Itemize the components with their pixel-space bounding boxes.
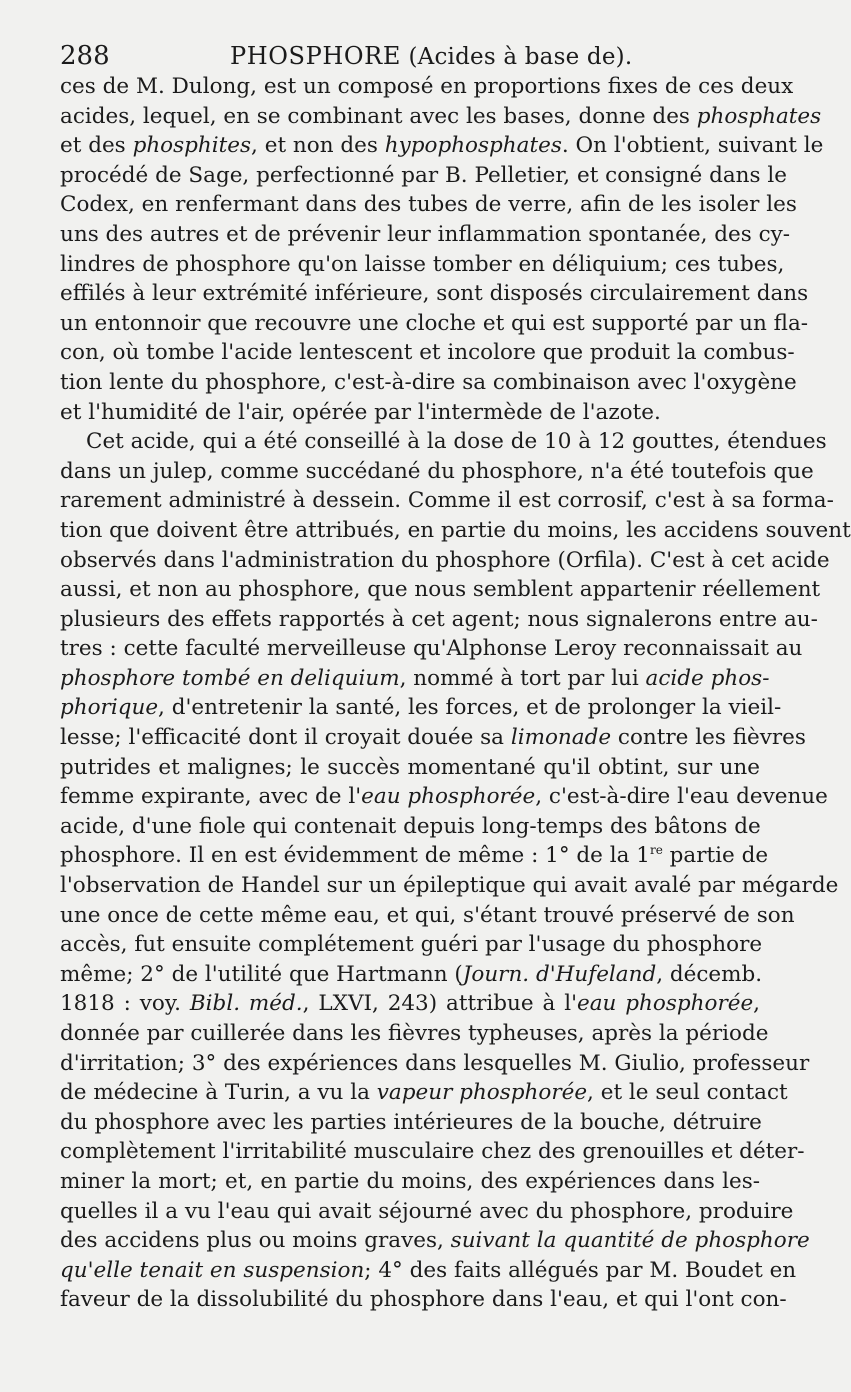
italic-text: eau phosphorée bbox=[361, 784, 536, 810]
text-line bbox=[60, 309, 809, 339]
text-run: du phosphore avec les parties intérieures de la bouche, détruire bbox=[60, 1109, 762, 1135]
text-line bbox=[60, 1197, 794, 1227]
text-line bbox=[60, 812, 760, 842]
text-line bbox=[60, 190, 797, 220]
running-head bbox=[230, 38, 632, 75]
text-run: Cet acide, qui a été conseillé à la dose de 10 à 12 gouttes, étendues bbox=[86, 429, 827, 455]
text-run: dans un julep, comme succédané du phosphore, n'a été toutefois que bbox=[60, 458, 814, 484]
text-line bbox=[60, 338, 795, 368]
text-line bbox=[60, 161, 787, 191]
text-line bbox=[60, 220, 791, 250]
text-run: et l'humidité de l'air, opérée par l'intermède de l'azote. bbox=[60, 399, 661, 425]
text-run: miner la mort; et, en partie du moins, des expériences dans les- bbox=[60, 1168, 760, 1194]
text-run: , décemb. bbox=[656, 961, 763, 987]
text-run: même; 2° de l'utilité que Hartmann ( bbox=[60, 961, 463, 987]
text-line bbox=[60, 1078, 788, 1108]
text-line bbox=[60, 871, 839, 901]
text-line bbox=[60, 960, 763, 990]
text-run: acides, lequel, en se combinant avec les bases, donne des bbox=[60, 103, 697, 129]
text-line bbox=[60, 279, 809, 309]
text-run: complètement l'irritabilité musculaire chez des grenouilles et déter- bbox=[60, 1139, 805, 1165]
italic-text: Journ. d'Hufeland bbox=[462, 961, 657, 987]
text-line bbox=[60, 605, 818, 635]
text-run: accès, fut ensuite complétement guéri par l'usage du phosphore bbox=[60, 932, 763, 958]
text-run: d'irritation; 3° des expériences dans lesquelles M. Giulio, professeur bbox=[60, 1050, 810, 1076]
text-run: quelles il a vu l'eau qui avait séjourné avec du phosphore, produire bbox=[60, 1198, 794, 1224]
body-text bbox=[60, 72, 851, 1315]
text-line bbox=[60, 634, 803, 664]
italic-text: Bibl. méd. bbox=[189, 991, 303, 1017]
text-run: rarement administré à dessein. Comme il est corrosif, c'est à sa forma- bbox=[60, 488, 834, 514]
text-line bbox=[60, 427, 827, 457]
text-run: , et non des bbox=[251, 133, 385, 159]
text-line bbox=[60, 102, 822, 132]
text-line bbox=[60, 1049, 810, 1079]
text-line bbox=[60, 546, 830, 576]
italic-text: phosphates bbox=[696, 103, 822, 129]
text-run: un entonnoir que recouvre une cloche et qui est supporté par un fla- bbox=[60, 310, 809, 336]
text-run: Codex, en renfermant dans des tubes de verre, afin de les isoler les bbox=[60, 192, 797, 218]
text-run: , LXVI, 243) attribue à l' bbox=[302, 991, 578, 1017]
text-run: lesse; l'efficacité dont il croyait douée sa bbox=[60, 725, 511, 751]
text-line bbox=[60, 1019, 769, 1049]
page-number: 288 bbox=[60, 41, 110, 71]
text-run: lindres de phosphore qu'on laisse tomber en déliquium; ces tubes, bbox=[60, 251, 785, 277]
text-line bbox=[60, 516, 851, 546]
text-run: , nommé à tort par lui bbox=[399, 665, 646, 691]
italic-text: vapeur phosphorée bbox=[376, 1080, 588, 1106]
text-run: ces de M. Dulong, est un composé en proportions fixes de ces deux bbox=[60, 74, 794, 99]
text-run: tion que doivent être attribués, en partie du moins, les accidens souvent bbox=[60, 517, 851, 543]
text-line bbox=[60, 250, 785, 280]
text-run: de médecine à Turin, a vu la bbox=[60, 1080, 377, 1106]
text-run: l'observation de Handel sur un épileptique qui avait avalé par mégarde bbox=[60, 873, 839, 899]
text-line bbox=[60, 1226, 810, 1256]
italic-text: hypophosphates bbox=[384, 133, 562, 159]
text-run: ; 4° des faits allégués par M. Boudet en bbox=[364, 1257, 797, 1283]
text-run: uns des autres et de prévenir leur inflammation spontanée, des cy- bbox=[60, 221, 791, 247]
text-run: observés dans l'administration du phosphore (Orfila). C'est à cet acide bbox=[60, 547, 830, 573]
text-run: con, où tombe l'acide lentescent et incolore que produit la combus- bbox=[60, 340, 795, 366]
text-run: , d'entretenir la santé, les forces, et de prolonger la vieil- bbox=[158, 695, 782, 721]
text-run: procédé de Sage, perfectionné par B. Pelletier, et consigné dans le bbox=[60, 162, 787, 188]
italic-text: phosphites bbox=[132, 133, 252, 159]
text-line bbox=[60, 1137, 805, 1167]
text-line bbox=[60, 486, 834, 516]
text-run: et des bbox=[60, 133, 133, 159]
text-line bbox=[60, 131, 824, 161]
italic-text: qu'elle tenait en suspension bbox=[60, 1257, 365, 1283]
text-line bbox=[60, 1108, 760, 1138]
italic-text: eau phosphorée bbox=[577, 991, 754, 1017]
text-line bbox=[60, 398, 760, 428]
text-line bbox=[60, 930, 763, 960]
text-line bbox=[60, 72, 794, 102]
text-run: femme expirante, avec de l' bbox=[60, 784, 362, 810]
text-line bbox=[60, 457, 814, 487]
text-run: , et le seul contact bbox=[587, 1080, 788, 1106]
text-run: une once de cette même eau, et qui, s'étant trouvé préservé de son bbox=[60, 902, 795, 928]
text-run: effilés à leur extrémité inférieure, sont disposés circulairement dans bbox=[60, 281, 809, 307]
text-line bbox=[60, 901, 795, 931]
text-line bbox=[60, 1285, 787, 1315]
text-run: putrides et malignes; le succès momentané qu'il obtint, sur une bbox=[60, 754, 760, 780]
text-run: 1818 : voy. bbox=[60, 991, 190, 1017]
italic-text: phorique bbox=[60, 695, 159, 721]
text-line bbox=[60, 841, 769, 871]
running-head-title: PHOSPHORE bbox=[230, 42, 401, 70]
italic-text: limonade bbox=[510, 725, 612, 751]
text-run: tres : cette faculté merveilleuse qu'Alphonse Leroy reconnaissait au bbox=[60, 636, 803, 662]
text-run: aussi, et non au phosphore, que nous semblent appartenir réellement bbox=[60, 577, 821, 603]
page-header bbox=[60, 38, 760, 74]
text-run: , c'est-à-dire l'eau devenue bbox=[535, 784, 828, 810]
italic-text: phosphore tombé en deliquium bbox=[60, 665, 400, 691]
text-run: des accidens plus ou moins graves, bbox=[60, 1228, 451, 1254]
text-line bbox=[60, 693, 782, 723]
text-line bbox=[60, 368, 797, 398]
text-line bbox=[60, 989, 760, 1019]
text-line bbox=[60, 723, 806, 753]
text-run: donnée par cuillerée dans les fièvres typheuses, après la période bbox=[60, 1021, 769, 1046]
text-run: faveur de la dissolubilité du phosphore dans l'eau, et qui l'ont con- bbox=[60, 1287, 787, 1313]
superscript: re bbox=[649, 843, 663, 858]
text-run: contre les fièvres bbox=[611, 725, 806, 751]
italic-text: suivant la quantité de phosphore bbox=[450, 1228, 810, 1254]
text-run: , bbox=[753, 991, 761, 1017]
text-line bbox=[60, 664, 770, 694]
text-line bbox=[60, 753, 760, 783]
italic-text: acide phos- bbox=[645, 665, 770, 691]
text-line bbox=[60, 1167, 760, 1197]
text-run: tion lente du phosphore, c'est-à-dire sa combinaison avec l'oxygène bbox=[60, 369, 797, 395]
text-run: . On l'obtient, suivant le bbox=[561, 133, 824, 159]
text-run: partie de bbox=[662, 843, 769, 869]
text-run: acide, d'une fiole qui contenait depuis long-temps des bâtons de bbox=[60, 813, 761, 839]
text-line bbox=[60, 1256, 797, 1286]
text-run: phosphore. Il en est évidemment de même : 1° de la 1 bbox=[60, 843, 650, 869]
text-line bbox=[60, 575, 821, 605]
text-run: plusieurs des effets rapportés à cet agent; nous signalerons entre au- bbox=[60, 606, 818, 632]
running-head-subtitle: (Acides à base de). bbox=[408, 44, 633, 70]
text-line bbox=[60, 782, 828, 812]
